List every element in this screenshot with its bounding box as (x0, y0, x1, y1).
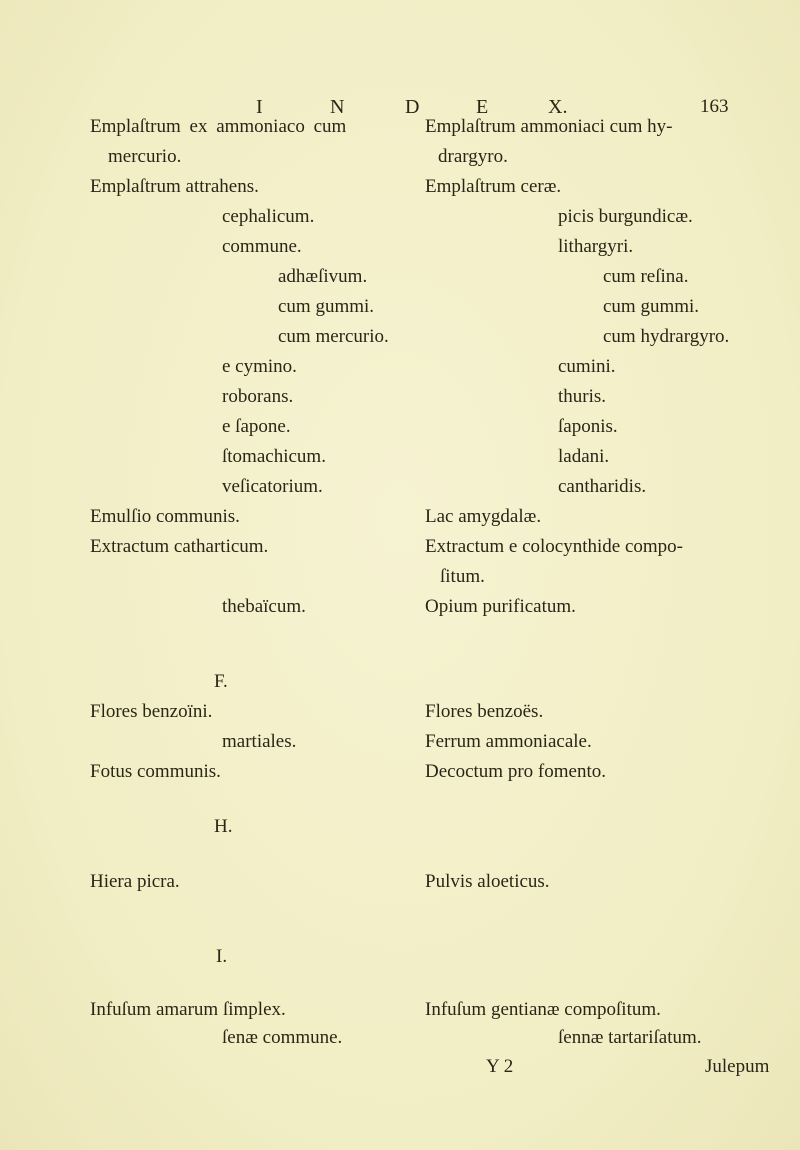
index-entry: Emplaſtrum attrahens. (90, 176, 259, 197)
catchword: Julepum (705, 1056, 770, 1077)
index-entry: Hiera picra. (90, 871, 180, 892)
index-entry: Infuſum amarum ſimplex. (90, 999, 286, 1020)
index-entry: cephalicum. (222, 206, 315, 227)
index-entry: Opium purificatum. (425, 596, 576, 617)
index-entry: drargyro. (438, 146, 508, 167)
index-entry: Infuſum gentianæ compoſitum. (425, 999, 661, 1020)
index-entry: Fotus communis. (90, 761, 221, 782)
section-letter: F. (214, 671, 228, 692)
index-entry: picis burgundicæ. (558, 206, 693, 227)
index-entry: ladani. (558, 446, 610, 467)
index-entry: Extractum catharticum. (90, 536, 269, 557)
header-letter: D (405, 96, 420, 118)
page-number: 163 (700, 96, 729, 117)
header-letter: X. (548, 96, 568, 118)
index-entry: adhæſivum. (278, 266, 368, 287)
header-letter: E (476, 96, 489, 118)
header-letter: N (330, 96, 345, 118)
index-entry: veſicatorium. (222, 476, 323, 497)
index-entry: Emplaſtrum ex ammoniaco cum (90, 116, 347, 137)
signature-mark: Y 2 (486, 1056, 514, 1077)
index-entry: roborans. (222, 386, 294, 407)
index-entry: cantharidis. (558, 476, 647, 497)
index-entry: Emplaſtrum ammoniaci cum hy- (425, 116, 673, 137)
index-entry: cumini. (558, 356, 616, 377)
index-entry: cum hydrargyro. (603, 326, 730, 347)
index-entry: Emulſio communis. (90, 506, 240, 527)
index-entry: ſenæ commune. (222, 1027, 343, 1048)
index-entry: cum mercurio. (278, 326, 389, 347)
index-entry: cum gummi. (603, 296, 700, 317)
index-entry: martiales. (222, 731, 297, 752)
index-entry: Pulvis aloeticus. (425, 871, 550, 892)
index-entry: Emplaſtrum ceræ. (425, 176, 562, 197)
index-entry: e cymino. (222, 356, 297, 377)
index-entry: Lac amygdalæ. (425, 506, 542, 527)
index-entry: cum reſina. (603, 266, 689, 287)
index-entry: Ferrum ammoniacale. (425, 731, 592, 752)
header-letter: I (256, 96, 263, 118)
index-entry: Flores benzoïni. (90, 701, 213, 722)
index-entry: ſtomachicum. (222, 446, 326, 467)
index-entry: ſitum. (440, 566, 485, 587)
index-entry: thebaïcum. (222, 596, 306, 617)
index-entry: mercurio. (108, 146, 182, 167)
index-entry: lithargyri. (558, 236, 634, 257)
index-entry: e ſapone. (222, 416, 291, 437)
index-entry: ſaponis. (558, 416, 618, 437)
index-entry: commune. (222, 236, 302, 257)
section-letter: H. (214, 816, 233, 837)
index-entry: Extractum e colocynthide compo- (425, 536, 683, 557)
index-entry: Decoctum pro fomento. (425, 761, 606, 782)
index-entry: ſennæ tartariſatum. (558, 1027, 702, 1048)
index-entry: cum gummi. (278, 296, 375, 317)
index-entry: thuris. (558, 386, 607, 407)
index-entry: Flores benzoës. (425, 701, 544, 722)
section-letter: I. (216, 946, 228, 967)
